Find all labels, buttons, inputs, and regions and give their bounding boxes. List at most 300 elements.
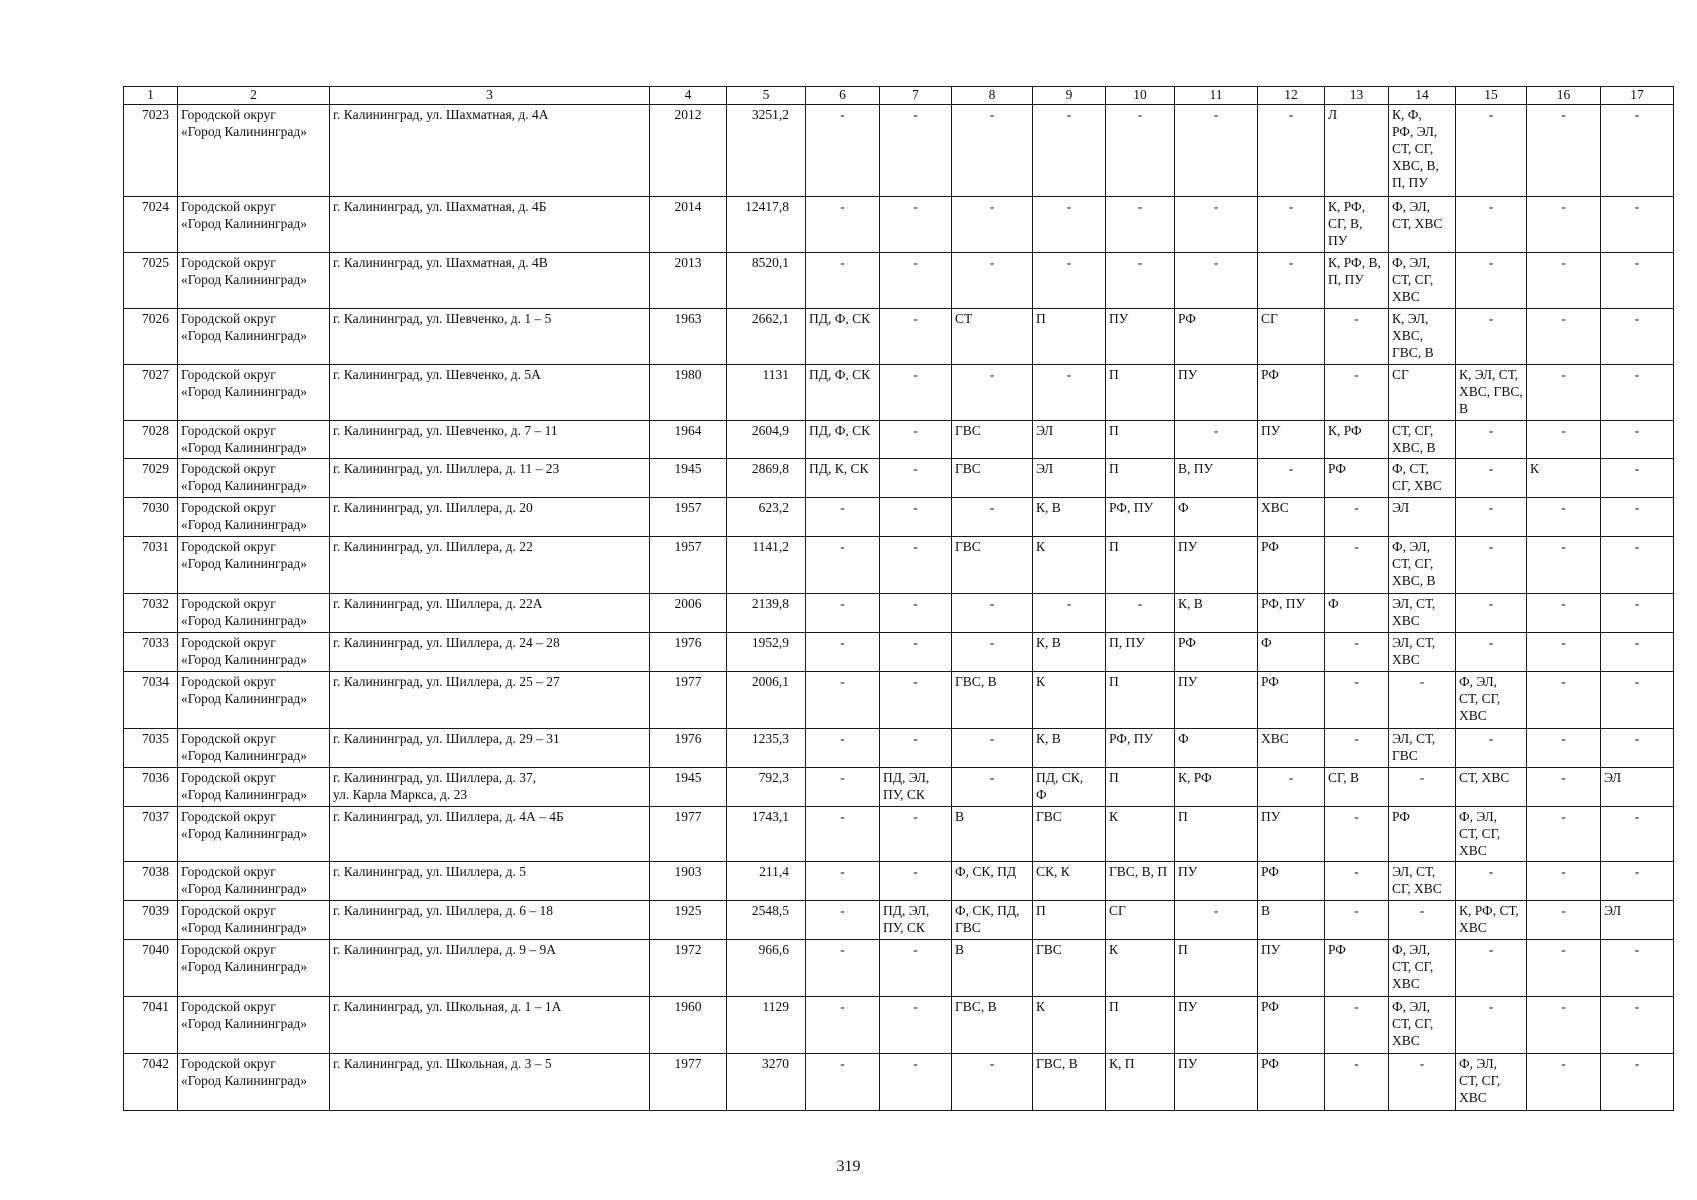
table-cell-col-14	[1389, 633, 1456, 672]
table-cell-col-13	[1325, 105, 1389, 197]
table-cell-col-5	[727, 365, 806, 421]
table-cell-col-8	[952, 594, 1033, 633]
table-cell-col-8	[952, 498, 1033, 537]
cell-text: -	[1066, 255, 1072, 270]
table-cell-col-1	[124, 633, 178, 672]
cell-text: -	[989, 367, 995, 382]
table-cell-col-6	[806, 768, 880, 807]
cell-text: -	[1634, 674, 1640, 689]
table-cell-col-13	[1325, 309, 1389, 365]
cell-text: К	[1530, 461, 1540, 476]
cell-text: К, РФ	[1328, 423, 1362, 438]
column-number-7: 7	[880, 87, 952, 105]
table-cell-col-5	[727, 197, 806, 253]
table-cell-col-8	[952, 421, 1033, 459]
table-cell-col-14	[1389, 197, 1456, 253]
cell-text: г. Калининград, ул. Шиллера, д. 37, ул. Карла Маркса, д. 23	[333, 770, 537, 802]
table-cell-col-11	[1175, 862, 1258, 901]
cell-text: г. Калининград, ул. Шахматная, д. 4Б	[333, 199, 547, 214]
cell-text: -	[989, 731, 995, 746]
cell-text: СТ	[955, 311, 973, 326]
table-cell-col-15	[1456, 768, 1527, 807]
table-cell-col-5	[727, 729, 806, 768]
cell-text: -	[1561, 367, 1566, 382]
cell-text: 7028	[142, 423, 169, 438]
cell-text: -	[1213, 199, 1219, 214]
cell-text: Ф, ЭЛ, СТ, СГ, ХВС	[1459, 674, 1501, 723]
cell-text: -	[1137, 255, 1143, 270]
cell-text: -	[1354, 864, 1359, 879]
cell-text: г. Калининград, ул. Шиллера, д. 11 – 23	[333, 461, 560, 476]
cell-text: г. Калининград, ул. Шевченко, д. 5А	[333, 367, 541, 382]
table-row	[124, 253, 1674, 309]
table-cell-col-11	[1175, 197, 1258, 253]
cell-text: 7031	[142, 539, 169, 554]
cell-text: 1972	[674, 942, 702, 957]
cell-text: -	[1354, 367, 1359, 382]
cell-text: 7042	[142, 1056, 169, 1071]
cell-text: -	[1561, 635, 1566, 650]
table-row	[124, 498, 1674, 537]
cell-text: Ф, СК, ПД, ГВС	[955, 903, 1020, 935]
cell-text: СГ	[1392, 367, 1409, 382]
column-number-13: 13	[1325, 87, 1389, 105]
table-cell-col-2	[178, 997, 330, 1054]
table-cell-col-4	[650, 768, 727, 807]
table-row	[124, 537, 1674, 594]
cell-text: К	[1109, 809, 1119, 824]
cell-text: 2548,5	[751, 903, 789, 918]
cell-text: -	[1213, 255, 1219, 270]
table-cell-col-10	[1106, 633, 1175, 672]
cell-text: -	[1354, 903, 1359, 918]
cell-text: 7032	[142, 596, 169, 611]
table-cell-col-11	[1175, 997, 1258, 1054]
table-cell-col-12	[1258, 365, 1325, 421]
table-cell-col-8	[952, 197, 1033, 253]
cell-text: ГВС, В	[955, 674, 997, 689]
table-cell-col-4	[650, 459, 727, 498]
table-cell-col-14	[1389, 105, 1456, 197]
table-cell-col-3	[330, 197, 650, 253]
cell-text: -	[1634, 500, 1640, 515]
table-cell-col-5	[727, 594, 806, 633]
cell-text: -	[1354, 809, 1359, 824]
table-cell-col-7	[880, 309, 952, 365]
table-cell-col-11	[1175, 365, 1258, 421]
cell-text: ЭЛ	[1604, 903, 1622, 918]
table-cell-col-15	[1456, 594, 1527, 633]
cell-text: 2006	[674, 596, 702, 611]
table-cell-col-1	[124, 105, 178, 197]
cell-text: РФ	[1328, 942, 1346, 957]
cell-text: -	[913, 539, 918, 554]
table-cell-col-14	[1389, 807, 1456, 862]
cell-text: 211,4	[759, 864, 789, 879]
table-cell-col-14	[1389, 365, 1456, 421]
table-cell-col-4	[650, 537, 727, 594]
table-cell-col-14	[1389, 1054, 1456, 1111]
cell-text: -	[1213, 107, 1219, 122]
table-cell-col-15	[1456, 537, 1527, 594]
table-cell-col-2	[178, 365, 330, 421]
table-cell-col-10	[1106, 729, 1175, 768]
cell-text: П, ПУ	[1109, 635, 1145, 650]
cell-text: -	[913, 731, 918, 746]
cell-text: 7033	[142, 635, 169, 650]
table-cell-col-10	[1106, 498, 1175, 537]
cell-text: Ф, СТ, СГ, ХВС	[1392, 461, 1442, 493]
table-cell-col-5	[727, 633, 806, 672]
table-cell-col-11	[1175, 940, 1258, 997]
table-cell-col-2	[178, 901, 330, 940]
table-cell-col-17	[1601, 997, 1674, 1054]
cell-text: -	[913, 1056, 918, 1071]
cell-text: -	[913, 367, 918, 382]
table-cell-col-2	[178, 498, 330, 537]
table-cell-col-15	[1456, 862, 1527, 901]
cell-text: -	[1634, 999, 1640, 1014]
table-cell-col-10	[1106, 459, 1175, 498]
table-cell-col-15	[1456, 633, 1527, 672]
cell-text: г. Калининград, ул. Школьная, д. 1 – 1А	[333, 999, 562, 1014]
cell-text: -	[840, 255, 845, 270]
table-cell-col-7	[880, 197, 952, 253]
cell-text: -	[1488, 255, 1494, 270]
cell-text: ЭЛ, СТ, ХВС	[1392, 596, 1436, 628]
cell-text: Городской округ «Город Калининград»	[181, 199, 307, 231]
table-cell-col-14	[1389, 901, 1456, 940]
cell-text: Л	[1328, 107, 1338, 122]
table-cell-col-8	[952, 1054, 1033, 1111]
cell-text: -	[840, 731, 845, 746]
cell-text: ПД, К, СК	[809, 461, 869, 476]
cell-text: -	[1213, 903, 1219, 918]
cell-text: ХВС	[1261, 731, 1289, 746]
table-cell-col-2	[178, 672, 330, 729]
cell-text: Городской округ «Город Калининград»	[181, 500, 307, 532]
cell-text: -	[1561, 500, 1566, 515]
table-cell-col-6	[806, 365, 880, 421]
cell-text: -	[1561, 942, 1566, 957]
table-cell-col-3	[330, 309, 650, 365]
cell-text: 1141,2	[752, 539, 789, 554]
table-cell-col-8	[952, 253, 1033, 309]
cell-text: 1977	[674, 1056, 702, 1071]
table-cell-col-9	[1033, 105, 1106, 197]
cell-text: -	[913, 942, 918, 957]
table-cell-col-6	[806, 498, 880, 537]
cell-text: 7037	[142, 809, 169, 824]
table-cell-col-7	[880, 594, 952, 633]
cell-text: Ф, ЭЛ, СТ, СГ, ХВС	[1392, 999, 1434, 1048]
table-cell-col-16	[1527, 253, 1601, 309]
table-cell-col-4	[650, 940, 727, 997]
table-cell-col-3	[330, 537, 650, 594]
cell-text: ГВС	[955, 461, 981, 476]
table-cell-col-11	[1175, 498, 1258, 537]
table-cell-col-5	[727, 807, 806, 862]
cell-text: г. Калининград, ул. Шиллера, д. 29 – 31	[333, 731, 560, 746]
table-cell-col-3	[330, 672, 650, 729]
table-cell-col-7	[880, 253, 952, 309]
cell-text: 1963	[674, 311, 702, 326]
table-cell-col-9	[1033, 537, 1106, 594]
cell-text: 7038	[142, 864, 169, 879]
cell-text: 1903	[674, 864, 702, 879]
cell-text: 2013	[674, 255, 702, 270]
table-cell-col-15	[1456, 672, 1527, 729]
table-cell-col-6	[806, 901, 880, 940]
table-cell-col-7	[880, 997, 952, 1054]
table-cell-col-1	[124, 594, 178, 633]
table-cell-col-6	[806, 633, 880, 672]
table-cell-col-14	[1389, 537, 1456, 594]
table-cell-col-9	[1033, 594, 1106, 633]
cell-text: -	[1213, 423, 1219, 438]
column-number-16: 16	[1527, 87, 1601, 105]
table-cell-col-1	[124, 672, 178, 729]
table-cell-col-14	[1389, 940, 1456, 997]
cell-text: 7041	[142, 999, 169, 1014]
table-cell-col-2	[178, 729, 330, 768]
table-cell-col-1	[124, 365, 178, 421]
table-cell-col-5	[727, 1054, 806, 1111]
table-cell-col-9	[1033, 807, 1106, 862]
table-cell-col-7	[880, 537, 952, 594]
cell-text: П	[1178, 942, 1188, 957]
table-cell-col-4	[650, 807, 727, 862]
table-row	[124, 862, 1674, 901]
table-cell-col-5	[727, 672, 806, 729]
table-cell-col-11	[1175, 672, 1258, 729]
cell-text: г. Калининград, ул. Шиллера, д. 6 – 18	[333, 903, 554, 918]
cell-text: ПД, Ф, СК	[809, 311, 871, 326]
cell-text: 7023	[142, 107, 169, 122]
cell-text: П	[1109, 770, 1119, 785]
table-cell-col-4	[650, 901, 727, 940]
column-number-5: 5	[727, 87, 806, 105]
table-cell-col-12	[1258, 421, 1325, 459]
table-cell-col-3	[330, 901, 650, 940]
cell-text: РФ	[1261, 864, 1279, 879]
table-cell-col-16	[1527, 197, 1601, 253]
cell-text: К	[1109, 942, 1119, 957]
table-cell-col-15	[1456, 365, 1527, 421]
cell-text: г. Калининград, ул. Шиллера, д. 9 – 9А	[333, 942, 557, 957]
cell-text: -	[840, 999, 845, 1014]
cell-text: -	[1634, 731, 1640, 746]
table-cell-col-8	[952, 672, 1033, 729]
table-cell-col-2	[178, 459, 330, 498]
cell-text: ГВС	[955, 539, 981, 554]
cell-text: -	[989, 107, 995, 122]
table-cell-col-2	[178, 421, 330, 459]
cell-text: ПД, ЭЛ, ПУ, СК	[883, 903, 930, 935]
table-cell-col-3	[330, 253, 650, 309]
cell-text: В, ПУ	[1178, 461, 1214, 476]
table-cell-col-12	[1258, 459, 1325, 498]
table-cell-col-16	[1527, 594, 1601, 633]
table-cell-col-10	[1106, 901, 1175, 940]
cell-text: 7035	[142, 731, 169, 746]
cell-text: 8520,1	[751, 255, 789, 270]
table-cell-col-5	[727, 768, 806, 807]
table-cell-col-4	[650, 197, 727, 253]
table-cell-col-16	[1527, 901, 1601, 940]
cell-text: 1129	[762, 999, 789, 1014]
cell-text: Ф	[1328, 596, 1339, 611]
cell-text: РФ	[1261, 1056, 1279, 1071]
cell-text: 2014	[674, 199, 702, 214]
table-cell-col-16	[1527, 421, 1601, 459]
table-cell-col-13	[1325, 421, 1389, 459]
cell-text: 1960	[674, 999, 702, 1014]
table-cell-col-9	[1033, 672, 1106, 729]
cell-text: ПД, СК, Ф	[1036, 770, 1084, 802]
table-cell-col-11	[1175, 537, 1258, 594]
table-cell-col-16	[1527, 997, 1601, 1054]
table-cell-col-8	[952, 459, 1033, 498]
table-cell-col-6	[806, 729, 880, 768]
cell-text: -	[840, 864, 845, 879]
cell-text: -	[989, 255, 995, 270]
table-cell-col-6	[806, 459, 880, 498]
table-cell-col-15	[1456, 997, 1527, 1054]
cell-text: Ф, ЭЛ, СТ, СГ, ХВС	[1459, 809, 1501, 858]
cell-text: -	[913, 255, 918, 270]
cell-text: 966,6	[758, 942, 789, 957]
cell-text: ПУ	[1261, 942, 1281, 957]
cell-text: ХВС	[1261, 500, 1289, 515]
cell-text: Городской округ «Город Калининград»	[181, 255, 307, 287]
table-cell-col-13	[1325, 672, 1389, 729]
table-cell-col-3	[330, 594, 650, 633]
housing-registry-table	[123, 86, 1674, 1111]
table-cell-col-7	[880, 365, 952, 421]
cell-text: -	[840, 596, 845, 611]
cell-text: -	[989, 1056, 995, 1071]
table-cell-col-10	[1106, 105, 1175, 197]
table-cell-col-2	[178, 768, 330, 807]
table-cell-col-5	[727, 459, 806, 498]
table-cell-col-1	[124, 1054, 178, 1111]
cell-text: Городской округ «Город Калининград»	[181, 423, 307, 455]
table-cell-col-2	[178, 807, 330, 862]
table-row	[124, 459, 1674, 498]
table-cell-col-2	[178, 309, 330, 365]
table-row	[124, 807, 1674, 862]
column-number-12: 12	[1258, 87, 1325, 105]
table-cell-col-13	[1325, 594, 1389, 633]
cell-text: ПУ	[1178, 539, 1198, 554]
table-cell-col-8	[952, 768, 1033, 807]
cell-text: К, В	[1178, 596, 1203, 611]
cell-text: -	[840, 1056, 845, 1071]
cell-text: -	[1561, 199, 1566, 214]
table-cell-col-8	[952, 862, 1033, 901]
column-number-17: 17	[1601, 87, 1674, 105]
cell-text: -	[1354, 635, 1359, 650]
cell-text: -	[913, 500, 918, 515]
table-cell-col-12	[1258, 197, 1325, 253]
cell-text: ГВС	[1036, 809, 1062, 824]
cell-text: -	[840, 500, 845, 515]
table-row	[124, 901, 1674, 940]
cell-text: -	[1561, 770, 1566, 785]
cell-text: РФ, ПУ	[1261, 596, 1306, 611]
table-cell-col-17	[1601, 537, 1674, 594]
table-cell-col-9	[1033, 940, 1106, 997]
table-cell-col-8	[952, 537, 1033, 594]
cell-text: П	[1036, 903, 1046, 918]
cell-text: -	[1561, 539, 1566, 554]
table-row	[124, 940, 1674, 997]
table-cell-col-1	[124, 940, 178, 997]
table-cell-col-15	[1456, 1054, 1527, 1111]
table-cell-col-5	[727, 862, 806, 901]
cell-text: -	[1634, 107, 1640, 122]
cell-text: 2006,1	[751, 674, 789, 689]
cell-text: -	[989, 635, 995, 650]
column-number-8: 8	[952, 87, 1033, 105]
cell-text: г. Калининград, ул. Школьная, д. 3 – 5	[333, 1056, 552, 1071]
table-cell-col-9	[1033, 309, 1106, 365]
table-cell-col-17	[1601, 105, 1674, 197]
cell-text: СГ	[1109, 903, 1126, 918]
table-cell-col-8	[952, 633, 1033, 672]
cell-text: -	[1137, 107, 1143, 122]
cell-text: -	[1288, 107, 1294, 122]
cell-text: -	[913, 199, 918, 214]
cell-text: -	[1561, 731, 1566, 746]
cell-text: -	[913, 674, 918, 689]
cell-text: Городской округ «Город Калининград»	[181, 999, 307, 1031]
cell-text: -	[1137, 596, 1143, 611]
cell-text: 623,2	[758, 500, 789, 515]
cell-text: СК, К	[1036, 864, 1070, 879]
table-cell-col-12	[1258, 672, 1325, 729]
table-cell-col-10	[1106, 768, 1175, 807]
table-cell-col-15	[1456, 421, 1527, 459]
table-cell-col-17	[1601, 768, 1674, 807]
table-cell-col-4	[650, 672, 727, 729]
table-cell-col-9	[1033, 729, 1106, 768]
table-cell-col-13	[1325, 940, 1389, 997]
table-cell-col-12	[1258, 633, 1325, 672]
cell-text: -	[1561, 596, 1566, 611]
table-cell-col-2	[178, 1054, 330, 1111]
cell-text: -	[1561, 423, 1566, 438]
cell-text: -	[840, 635, 845, 650]
column-number-1: 1	[124, 87, 178, 105]
cell-text: -	[1419, 903, 1425, 918]
table-cell-col-5	[727, 309, 806, 365]
cell-text: ПУ	[1178, 999, 1198, 1014]
table-cell-col-4	[650, 862, 727, 901]
table-cell-col-13	[1325, 498, 1389, 537]
table-cell-col-7	[880, 862, 952, 901]
cell-text: 2139,8	[751, 596, 789, 611]
table-cell-col-10	[1106, 1054, 1175, 1111]
cell-text: 1743,1	[751, 809, 789, 824]
table-cell-col-12	[1258, 498, 1325, 537]
table-cell-col-9	[1033, 768, 1106, 807]
cell-text: -	[840, 942, 845, 957]
table-cell-col-8	[952, 105, 1033, 197]
table-cell-col-8	[952, 807, 1033, 862]
table-cell-col-16	[1527, 365, 1601, 421]
